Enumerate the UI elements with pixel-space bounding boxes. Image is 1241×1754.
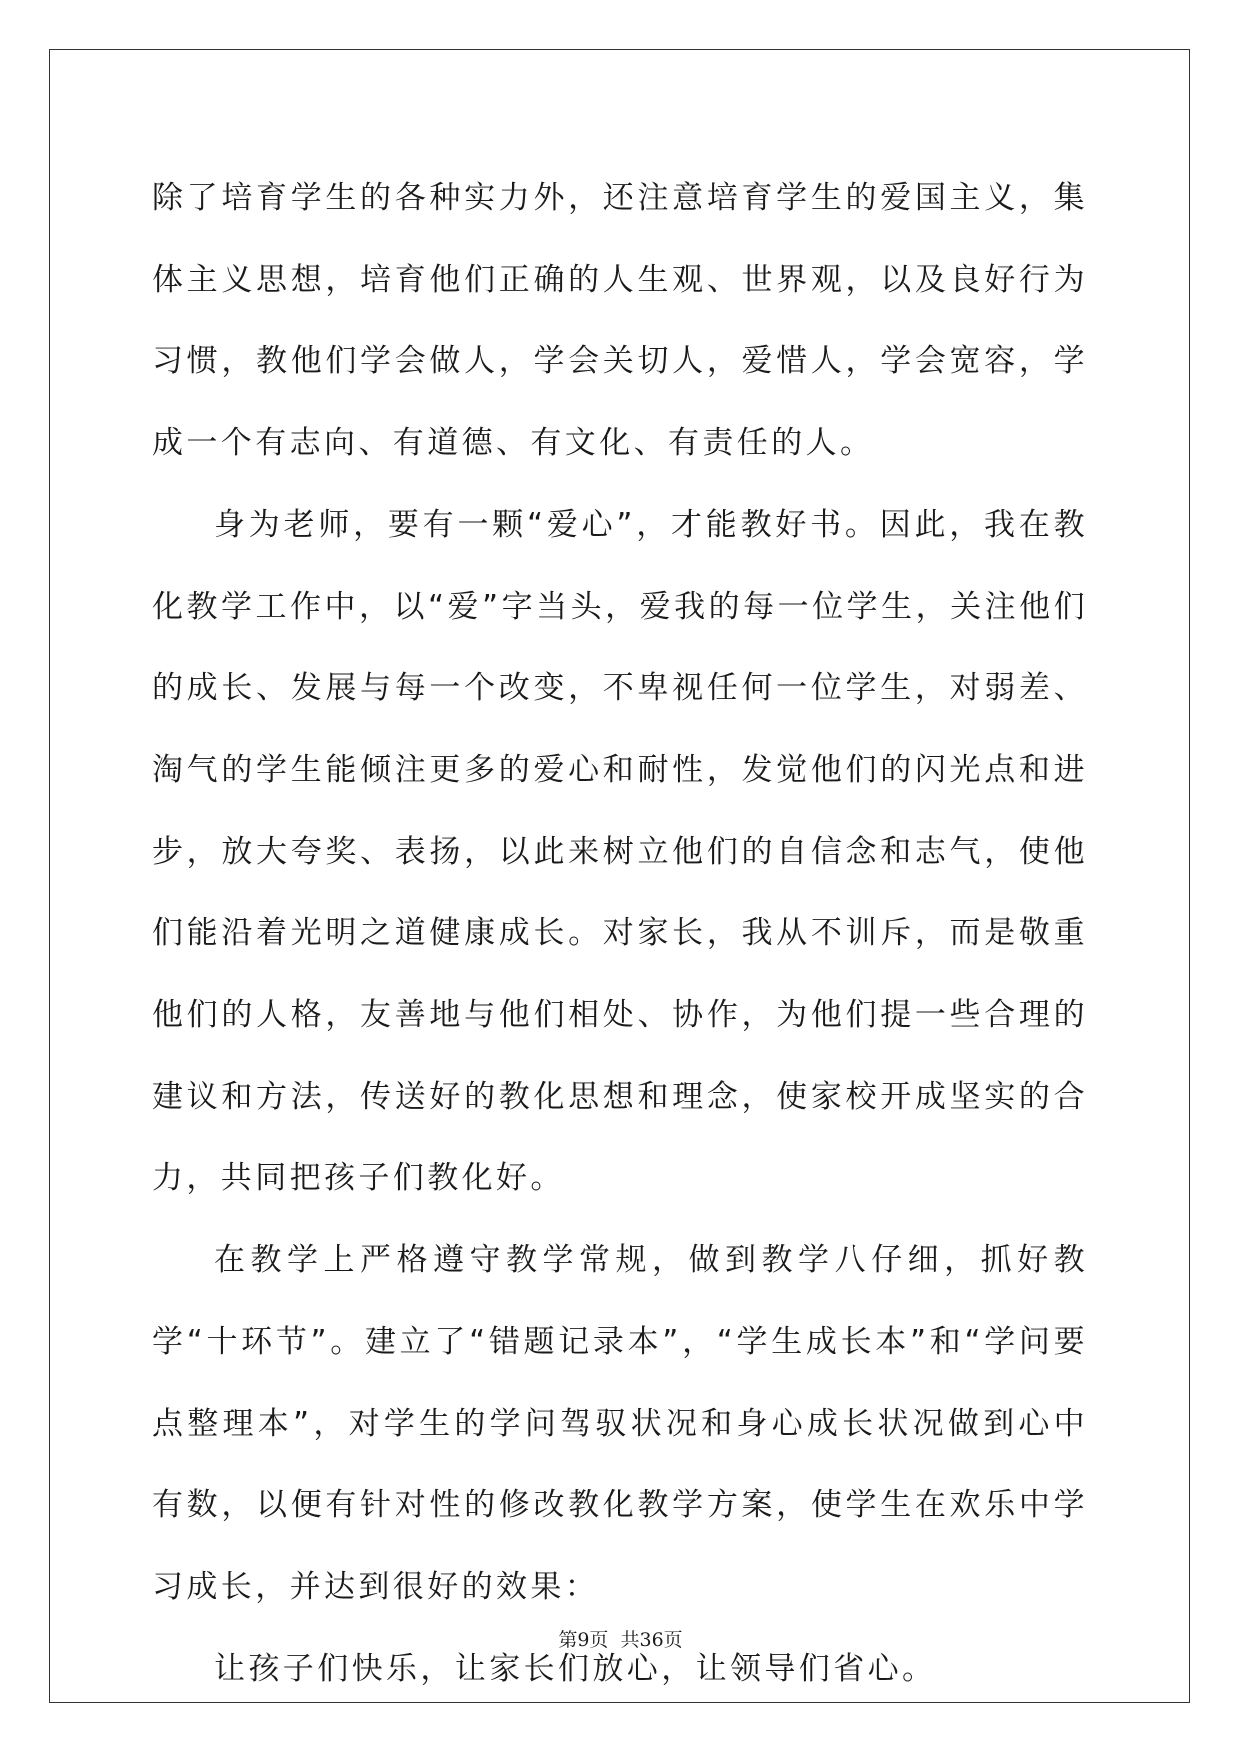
page-footer [0, 1625, 1241, 1652]
total-page-count: 共36页 [620, 1629, 683, 1651]
footer-separator [608, 1629, 620, 1651]
document-body [152, 158, 1088, 1710]
paragraph-3: 在教学上严格遵守教学常规，做到教学八仔细，抓好教学“十环节”。建立了“错题记录本”，“学生成长本”和“学问要点整理本”，对学生的学问驾驭状况和身心成长状况做到心中有数，以便有针对性的修改教化教学方案，使学生在欢乐中学习成长，并达到很好的效果： [152, 1242, 1088, 1605]
current-page-number: 第9页 [558, 1629, 609, 1651]
paragraph-2: 身为老师，要有一颗“爱心”，才能教好书。因此，我在教化教学工作中，以“爱”字当头，爱我的每一位学生，关注他们的成长、发展与每一个改变，不卑视任何一位学生，对弱差、淘气的学生能倾注更多的爱心和耐性，发觉他们的闪光点和进步，放大夸奖、表扬，以此来树立他们的自信念和志气，使他们能沿着光明之道健康成长。对家长，我从不训斥，而是敬重他们的人格，友善地与他们相处、协作，为他们提一些合理的建议和方法，传送好的教化思想和理念，使家校开成坚实的合力，共同把孩子们教化好。 [152, 506, 1088, 1197]
paragraph-1: 除了培育学生的各种实力外，还注意培育学生的爱国主义，集体主义思想，培育他们正确的人生观、世界观，以及良好行为习惯，教他们学会做人，学会关切人，爱惜人，学会宽容，学成一个有志向、有道德、有文化、有责任的人。 [152, 180, 1088, 462]
paragraph-4: 让孩子们快乐，让家长们放心，让领导们省心。 [214, 1650, 937, 1687]
